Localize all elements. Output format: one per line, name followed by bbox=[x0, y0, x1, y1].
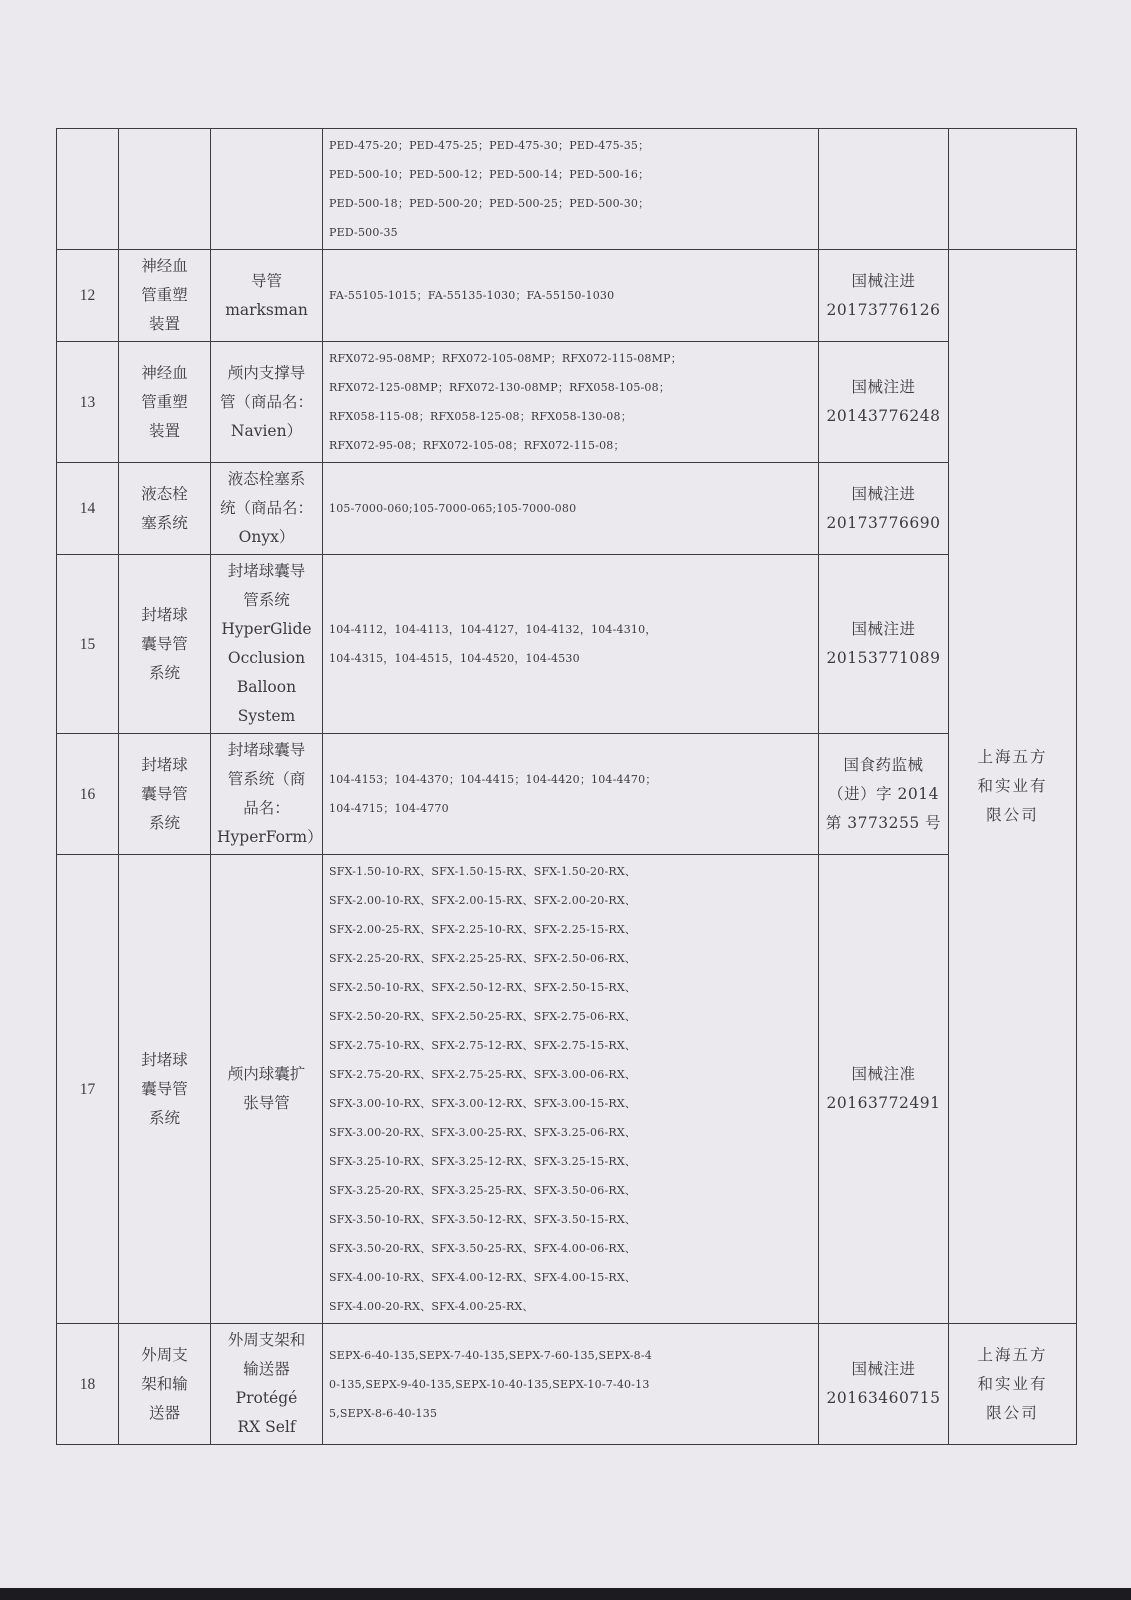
category-line: 装置 bbox=[148, 421, 180, 440]
product-cell bbox=[211, 463, 323, 555]
model-line: SFX-2.00-25-RX、SFX-2.25-10-RX、SFX-2.25-15-RX、 bbox=[329, 923, 637, 936]
company-line: 上海五方 bbox=[977, 1345, 1048, 1364]
model-line: RFX058-115-08；RFX058-125-08；RFX058-130-08； bbox=[329, 410, 632, 423]
model-line: SFX-3.25-20-RX、SFX-3.25-25-RX、SFX-3.50-06-RX、 bbox=[329, 1184, 637, 1197]
model-line: 0-135,SEPX-9-40-135,SEPX-10-40-135,SEPX-10-7-40-13 bbox=[329, 1377, 650, 1391]
company-line: 和实业有 bbox=[977, 1374, 1048, 1393]
category-line: 系统 bbox=[148, 663, 180, 682]
registration-line: 20143776248 bbox=[826, 407, 941, 425]
model-line: SFX-2.50-20-RX、SFX-2.50-25-RX、SFX-2.75-06-RX、 bbox=[329, 1010, 637, 1023]
product-line: 管（商品名： bbox=[219, 392, 313, 411]
product-cell bbox=[211, 129, 323, 250]
registration-line: 国食药监械 bbox=[843, 755, 924, 774]
registration-line: （进）字 2014 bbox=[828, 784, 939, 803]
registration-cell bbox=[819, 734, 949, 855]
product-line: 输送器 bbox=[243, 1360, 290, 1378]
row-number: 12 bbox=[57, 250, 119, 342]
category-line: 装置 bbox=[148, 315, 180, 333]
model-line: RFX072-95-08MP；RFX072-105-08MP；RFX072-115-08MP； bbox=[329, 352, 682, 365]
product-registration-table bbox=[56, 128, 1077, 1445]
category-line: 系统 bbox=[148, 813, 180, 832]
product-line: marksman bbox=[225, 300, 308, 319]
product-cell bbox=[211, 1324, 323, 1445]
product-line: 颅内球囊扩 bbox=[227, 1065, 306, 1083]
category-cell bbox=[119, 129, 211, 250]
model-line: PED-500-18；PED-500-20；PED-500-25；PED-500-30； bbox=[329, 197, 650, 210]
category-line: 神经血 bbox=[141, 257, 188, 275]
model-line: 104-4153；104-4370；104-4415；104-4420；104-4470； bbox=[329, 773, 657, 786]
model-line: SFX-3.50-20-RX、SFX-3.50-25-RX、SFX-4.00-06-RX、 bbox=[329, 1242, 637, 1255]
category-line: 神经血 bbox=[141, 363, 188, 382]
model-cell bbox=[323, 1324, 819, 1445]
table-row bbox=[57, 342, 1077, 463]
model-line: SEPX-6-40-135,SEPX-7-40-135,SEPX-7-60-135,SEPX-8-4 bbox=[329, 1348, 652, 1362]
model-line: SFX-3.00-20-RX、SFX-3.00-25-RX、SFX-3.25-06-RX、 bbox=[329, 1126, 637, 1139]
registration-line: 20173776690 bbox=[826, 513, 941, 532]
product-line: RX Self bbox=[237, 1418, 296, 1436]
category-line: 外周支 bbox=[141, 1345, 188, 1364]
product-line: HyperForm） bbox=[217, 828, 323, 846]
model-line: SFX-3.50-10-RX、SFX-3.50-12-RX、SFX-3.50-15-RX、 bbox=[329, 1213, 637, 1226]
category-line: 封堵球 bbox=[141, 605, 188, 624]
row-number: 14 bbox=[57, 463, 119, 555]
model-line: 104-4315，104-4515，104-4520，104-4530 bbox=[329, 652, 580, 665]
registration-line: 20163460715 bbox=[826, 1389, 941, 1407]
model-line: SFX-1.50-10-RX、SFX-1.50-15-RX、SFX-1.50-20-RX、 bbox=[329, 865, 637, 878]
model-line: FA-55105-1015；FA-55135-1030；FA-55150-1030 bbox=[329, 289, 615, 302]
model-cell bbox=[323, 463, 819, 555]
model-line: SFX-3.25-10-RX、SFX-3.25-12-RX、SFX-3.25-15-RX、 bbox=[329, 1155, 637, 1168]
registration-line: 国械注准 bbox=[851, 1065, 916, 1083]
table-row bbox=[57, 855, 1077, 1324]
product-cell bbox=[211, 855, 323, 1324]
product-line: Onyx） bbox=[238, 528, 295, 546]
model-cell bbox=[323, 250, 819, 342]
registration-cell bbox=[819, 342, 949, 463]
model-line: SFX-2.50-10-RX、SFX-2.50-12-RX、SFX-2.50-15-RX、 bbox=[329, 981, 637, 994]
product-line: 液态栓塞系 bbox=[227, 470, 306, 488]
product-line: 品名： bbox=[243, 799, 290, 817]
model-line: SFX-2.00-10-RX、SFX-2.00-15-RX、SFX-2.00-20-RX、 bbox=[329, 894, 637, 907]
category-line: 管重塑 bbox=[141, 392, 188, 411]
row-number: 15 bbox=[57, 555, 119, 734]
category-line: 液态栓 bbox=[141, 484, 188, 503]
registration-line: 国械注进 bbox=[851, 378, 916, 396]
registration-line: 国械注进 bbox=[851, 484, 916, 503]
registration-cell bbox=[819, 555, 949, 734]
product-cell bbox=[211, 342, 323, 463]
category-line: 架和输 bbox=[141, 1374, 188, 1393]
model-line: PED-500-35 bbox=[329, 226, 398, 239]
product-line: 封堵球囊导 bbox=[227, 562, 306, 580]
product-line: 张导管 bbox=[243, 1094, 290, 1112]
table-row bbox=[57, 129, 1077, 250]
model-line: SFX-3.00-10-RX、SFX-3.00-12-RX、SFX-3.00-15-RX、 bbox=[329, 1097, 637, 1110]
model-line: SFX-4.00-20-RX、SFX-4.00-25-RX、 bbox=[329, 1300, 534, 1313]
category-cell bbox=[119, 463, 211, 555]
registration-cell bbox=[819, 855, 949, 1324]
product-line: Balloon bbox=[236, 678, 297, 696]
model-cell bbox=[323, 342, 819, 463]
category-line: 囊导管 bbox=[141, 784, 188, 803]
model-line: 104-4112，104-4113，104-4127，104-4132，104-4310， bbox=[329, 623, 657, 636]
table-row bbox=[57, 463, 1077, 555]
product-line: 管系统 bbox=[243, 591, 290, 609]
product-cell bbox=[211, 734, 323, 855]
company-line: 限公司 bbox=[986, 1403, 1039, 1422]
product-line: 管系统（商 bbox=[227, 770, 306, 788]
model-line: SFX-2.25-20-RX、SFX-2.25-25-RX、SFX-2.50-06-RX、 bbox=[329, 952, 637, 965]
product-line: 导管 bbox=[250, 271, 282, 290]
model-cell bbox=[323, 129, 819, 250]
scan-bottom-edge bbox=[0, 1588, 1131, 1600]
category-line: 送器 bbox=[148, 1403, 180, 1422]
company-line: 和实业有 bbox=[977, 777, 1048, 795]
model-cell bbox=[323, 855, 819, 1324]
category-cell bbox=[119, 250, 211, 342]
row-number: 16 bbox=[57, 734, 119, 855]
registration-line: 国械注进 bbox=[851, 1360, 916, 1378]
model-line: RFX072-95-08；RFX072-105-08；RFX072-115-08； bbox=[329, 439, 625, 452]
product-line: Navien） bbox=[230, 421, 303, 440]
model-line: SFX-4.00-10-RX、SFX-4.00-12-RX、SFX-4.00-15-RX、 bbox=[329, 1271, 637, 1284]
model-line: 5,SEPX-8-6-40-135 bbox=[329, 1406, 438, 1420]
category-cell bbox=[119, 734, 211, 855]
model-line: PED-475-20；PED-475-25；PED-475-30；PED-475-35； bbox=[329, 139, 650, 152]
product-line: Occlusion bbox=[227, 649, 306, 667]
category-cell bbox=[119, 555, 211, 734]
table-row bbox=[57, 555, 1077, 734]
registration-line: 国械注进 bbox=[851, 620, 916, 638]
category-line: 管重塑 bbox=[141, 286, 188, 304]
model-line: RFX072-125-08MP；RFX072-130-08MP；RFX058-105-08； bbox=[329, 381, 671, 394]
company-cell bbox=[949, 129, 1077, 250]
company-cell bbox=[949, 250, 1077, 1324]
category-cell bbox=[119, 342, 211, 463]
row-number: 18 bbox=[57, 1324, 119, 1445]
category-line: 封堵球 bbox=[141, 755, 188, 774]
table-row bbox=[57, 250, 1077, 342]
product-line: Protégé bbox=[235, 1389, 298, 1407]
model-cell bbox=[323, 555, 819, 734]
model-line: SFX-2.75-10-RX、SFX-2.75-12-RX、SFX-2.75-15-RX、 bbox=[329, 1039, 637, 1052]
product-line: 外周支架和 bbox=[227, 1331, 306, 1349]
category-cell bbox=[119, 855, 211, 1324]
model-line: 104-4715；104-4770 bbox=[329, 802, 449, 815]
registration-cell bbox=[819, 250, 949, 342]
registration-line: 20173776126 bbox=[826, 300, 941, 319]
product-line: 统（商品名： bbox=[219, 499, 313, 517]
product-cell bbox=[211, 555, 323, 734]
registration-cell bbox=[819, 1324, 949, 1445]
category-line: 系统 bbox=[148, 1108, 180, 1127]
product-line: HyperGlide bbox=[221, 620, 312, 638]
category-line: 塞系统 bbox=[141, 513, 188, 532]
company-cell bbox=[949, 1324, 1077, 1445]
model-line: 105-7000-060;105-7000-065;105-7000-080 bbox=[329, 502, 577, 515]
row-number: 17 bbox=[57, 855, 119, 1324]
model-line: SFX-2.75-20-RX、SFX-2.75-25-RX、SFX-3.00-06-RX、 bbox=[329, 1068, 637, 1081]
row-number bbox=[57, 129, 119, 250]
product-line: System bbox=[237, 707, 296, 725]
model-cell bbox=[323, 734, 819, 855]
product-line: 封堵球囊导 bbox=[227, 741, 306, 759]
product-line: 颅内支撑导 bbox=[227, 363, 306, 382]
registration-line: 第 3773255 号 bbox=[825, 813, 942, 832]
company-line: 限公司 bbox=[986, 806, 1039, 824]
row-number: 13 bbox=[57, 342, 119, 463]
company-line: 上海五方 bbox=[977, 748, 1048, 766]
product-cell bbox=[211, 250, 323, 342]
table-row bbox=[57, 1324, 1077, 1445]
registration-cell bbox=[819, 463, 949, 555]
registration-line: 20163772491 bbox=[826, 1094, 941, 1112]
table-row bbox=[57, 734, 1077, 855]
registration-cell bbox=[819, 129, 949, 250]
category-line: 囊导管 bbox=[141, 634, 188, 653]
category-line: 囊导管 bbox=[141, 1079, 188, 1098]
model-line: PED-500-10；PED-500-12；PED-500-14；PED-500-16； bbox=[329, 168, 650, 181]
category-cell bbox=[119, 1324, 211, 1445]
category-line: 封堵球 bbox=[141, 1050, 188, 1069]
registration-line: 国械注进 bbox=[851, 271, 916, 290]
registration-line: 20153771089 bbox=[826, 649, 941, 667]
